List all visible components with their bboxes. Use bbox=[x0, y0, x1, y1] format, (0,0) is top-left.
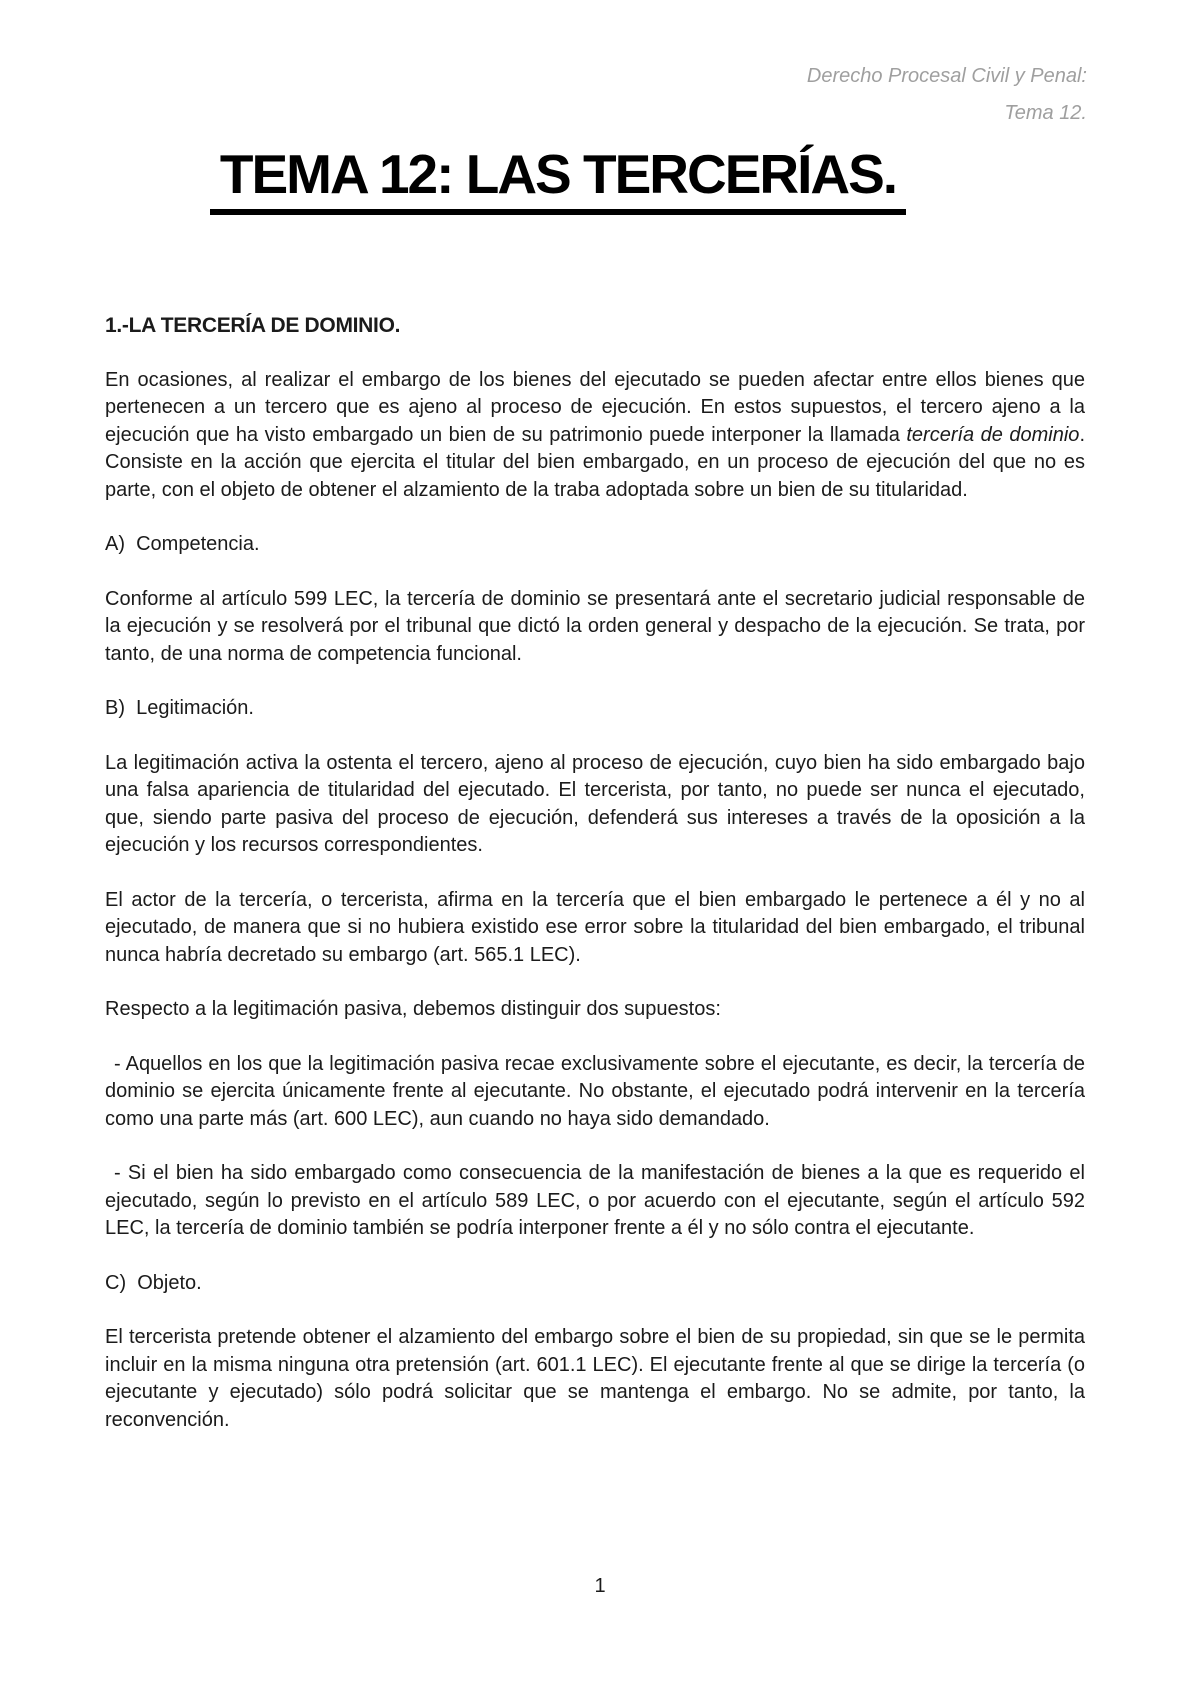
header-course-line: Derecho Procesal Civil y Penal: bbox=[806, 65, 1087, 87]
document-title: TEMA 12: LAS TERCERÍAS. bbox=[210, 141, 906, 215]
subheading-objeto: C) Objeto. bbox=[105, 1271, 202, 1294]
bullet-legitimacion-pasiva-1: - Aquellos en los que la legitimación pasiva recae exclusivamente sobre el ejecutante, es decir, la tercería de dominio se ejercita únicamente frente al ejecutante. No obstante, el ejecutado podrá intervenir en la tercería como una parte más (art. 600 LEC), aun cuando no haya sido demandado. bbox=[105, 1052, 1085, 1130]
document-body bbox=[105, 312, 1085, 1461]
header-topic-line: Tema 12. bbox=[1004, 102, 1087, 124]
intro-italic-term: tercería de dominio bbox=[906, 423, 1080, 446]
paragraph-legitimacion-actor: El actor de la tercería, o tercerista, afirma en la tercería que el bien embargado le pertenece a él y no al ejecutado, de manera que si no hubiera existido ese error sobre la titularidad del bien embargado, el tribunal nunca habría decretado su embargo (art. 565.1 LEC). bbox=[105, 888, 1085, 966]
subheading-legitimacion: B) Legitimación. bbox=[105, 697, 254, 719]
page-number: 1 bbox=[594, 1575, 606, 1597]
title-row bbox=[0, 141, 1200, 215]
subheading-competencia: A) Competencia. bbox=[105, 533, 260, 555]
paragraph-legitimacion-pasiva-intro: Respecto a la legitimación pasiva, debemos distinguir dos supuestos: bbox=[105, 998, 721, 1020]
paragraph-objeto: El tercerista pretende obtener el alzamiento del embargo sobre el bien de su propiedad, sin que se le permita incluir en la misma ninguna otra pretensión (art. 601.1 LEC). El ejecutante frente al que se dirige la tercería (o ejecutante y ejecutado) sólo podrá solicitar que se mantenga el embargo. No se admite, por tanto, la reconvención. bbox=[105, 1326, 1085, 1431]
paragraph-competencia: Conforme al artículo 599 LEC, la tercería de dominio se presentará ante el secretario judicial responsable de la ejecución y se resolverá por el tribunal que dictó la orden general y despacho de la ejecución. Se trata, por tanto, de una norma de competencia funcional. bbox=[105, 587, 1085, 665]
page-header bbox=[807, 58, 1087, 132]
intro-text-before-term: En ocasiones, al realizar el embargo de los bienes del ejecutado se pueden afectar entre ellos bienes que pertenecen a un tercero que es ajeno al proceso de ejecución. En estos supuestos, el tercero ajeno a la ejecución que ha visto embargado un bien de su patrimonio puede interponer la llamada bbox=[105, 368, 1085, 446]
section-heading-terceria-de-dominio: 1.-LA TERCERÍA DE DOMINIO. bbox=[105, 314, 401, 337]
bullet-legitimacion-pasiva-2: - Si el bien ha sido embargado como consecuencia de la manifestación de bienes a la que es requerido el ejecutado, según lo previsto en el artículo 589 LEC, o por acuerdo con el ejecutante, según el artículo 592 LEC, la tercería de dominio también se podría interponer frente a él y no sólo contra el ejecutante. bbox=[105, 1162, 1085, 1239]
paragraph-intro bbox=[105, 367, 1085, 505]
intro-text-after-term: . Consiste en la acción que ejercita el titular del bien embargado, en un proceso de ejecución del que no es parte, con el objeto de obtener el alzamiento de la traba adoptada sobre un bien de su titularidad. bbox=[105, 423, 1085, 501]
paragraph-legitimacion-activa: La legitimación activa la ostenta el tercero, ajeno al proceso de ejecución, cuyo bien ha sido embargado bajo una falsa apariencia de titularidad del ejecutado. El tercerista, por tanto, no puede ser nunca el ejecutado, que, siendo parte pasiva del proceso de ejecución, defenderá sus intereses a través de la oposición a la ejecución y los recursos correspondientes. bbox=[105, 751, 1085, 856]
